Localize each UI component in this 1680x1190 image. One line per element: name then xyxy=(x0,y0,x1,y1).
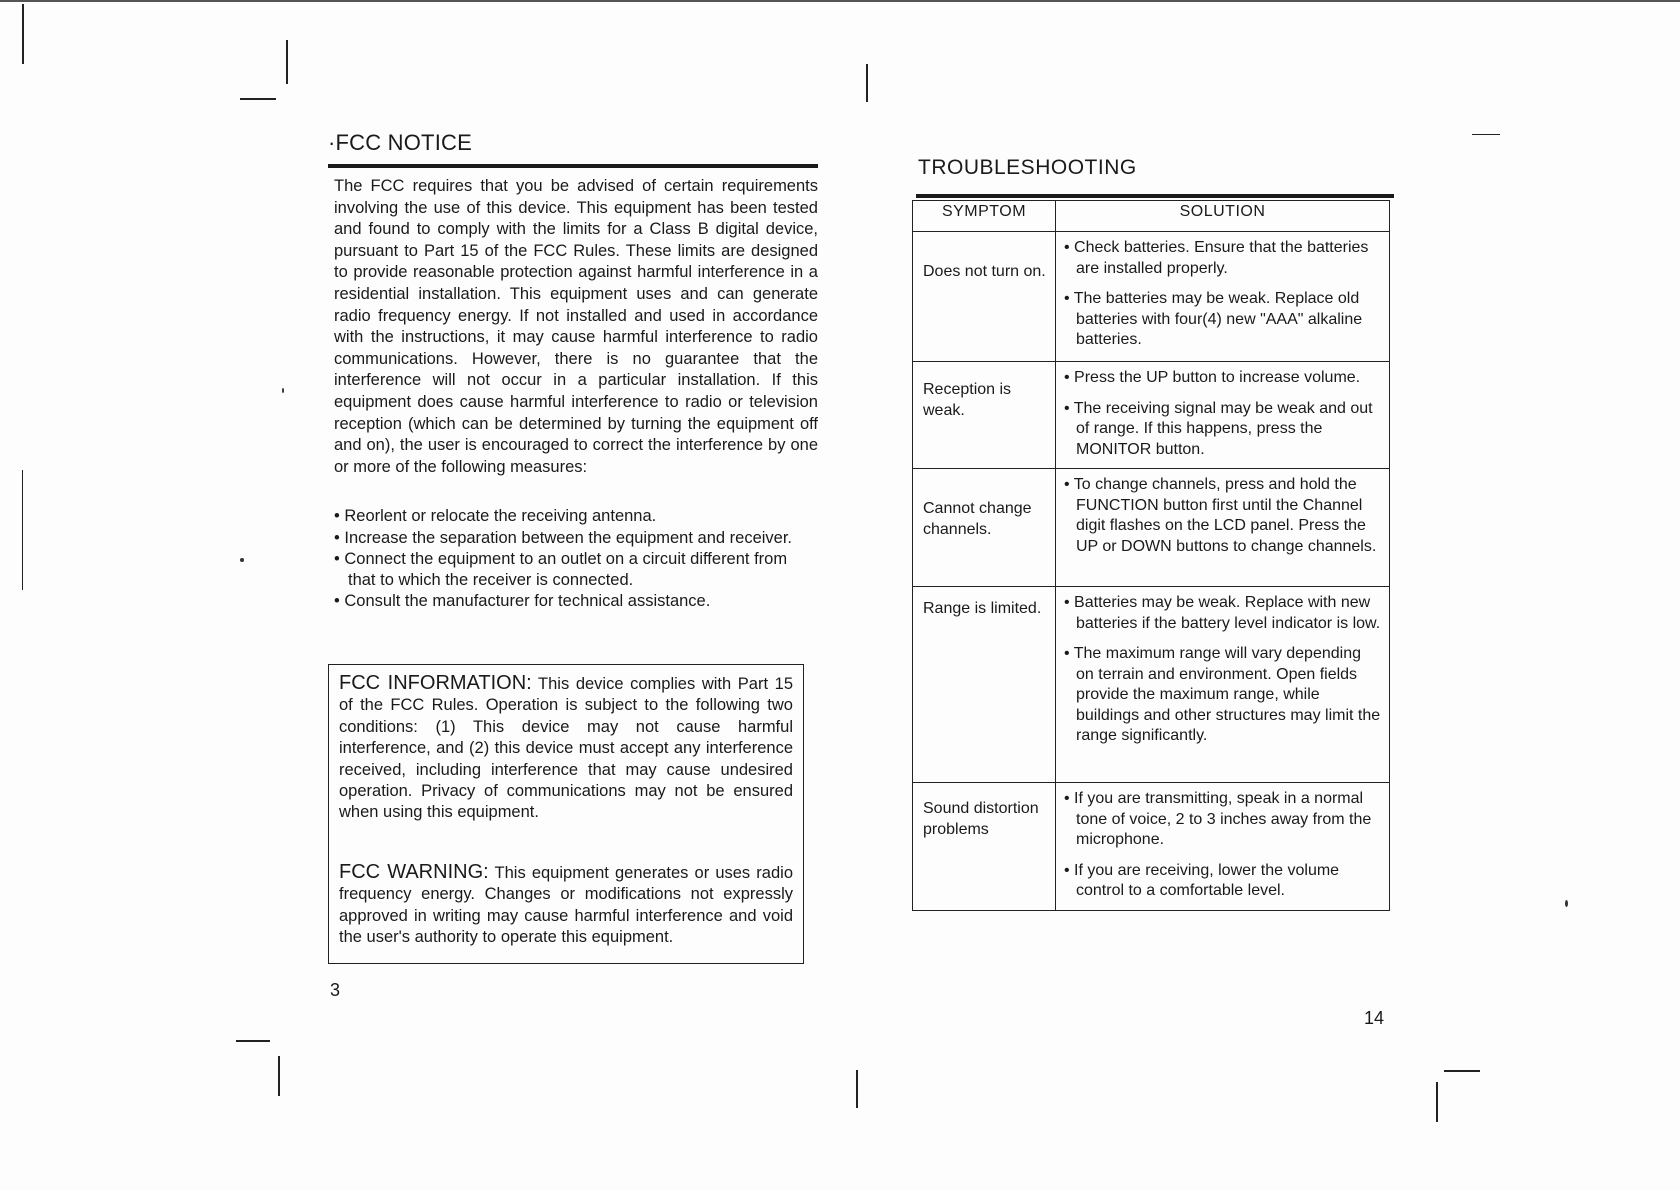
fcc-info-box xyxy=(328,664,804,964)
fcc-notice-paragraph: The FCC requires that you be advised of certain requirements involving the use of this device. This equipment has been tested and found to comply with the limits for a Class B digital device, pursuant to Part 15 of the FCC Rules. These limits are designed to provide reasonable protection against harmful interference in a residential installation. This equipment uses and can generate radio frequency energy. If not installed and used in accordance with the instructions, it may cause harmful interference to radio communications. However, there is no guarantee that the interference will not occur in a particular installation. If this equipment does cause harmful interference to radio or television reception (which can be determined by turning the equipment off and on), the user is encouraged to correct the interference by one or more of the following measures: xyxy=(334,177,818,476)
measures-list xyxy=(334,506,818,612)
fcc-warning-text: This equipment generates or uses radio frequency energy. Changes or modifications not expressly approved in writing may cause harmful interference and void the user's authority to operate this equipment. xyxy=(339,863,793,947)
scan-speck xyxy=(282,388,284,393)
scan-mark xyxy=(22,4,24,64)
solution-item: • The receiving signal may be weak and out of range. If this happens, press the MONITOR button. xyxy=(1064,399,1373,458)
scan-mark xyxy=(278,1056,280,1096)
fcc-warning-heading: FCC WARNING: xyxy=(339,860,489,883)
solution-item: • To change channels, press and hold the FUNCTION button first until the Channel digit flashes on the LCD panel. Press the UP or DOWN buttons to change channels. xyxy=(1064,476,1377,555)
solution-item: • Press the UP button to increase volume. xyxy=(1064,369,1361,386)
troubleshooting-table xyxy=(912,200,1390,911)
list-item: • Reorlent or relocate the receiving antenna. xyxy=(334,506,818,527)
symptom-cell: Cannot change channels. xyxy=(913,469,1056,587)
list-item: • Consult the manufacturer for technical assistance. xyxy=(334,591,818,612)
title-rule xyxy=(916,194,1394,198)
fcc-warning xyxy=(339,862,793,949)
list-item: • Increase the separation between the equipment and receiver. xyxy=(334,528,818,549)
solution-cell xyxy=(1056,469,1390,587)
symptom-cell: Sound distortion problems xyxy=(913,783,1056,911)
scan-mark xyxy=(236,1040,270,1042)
solution-item: • The batteries may be weak. Replace old batteries with four(4) new "AAA" alkaline batteries. xyxy=(1064,290,1363,348)
table-row xyxy=(913,587,1390,783)
solution-header: SOLUTION xyxy=(1056,201,1390,232)
table-row xyxy=(913,783,1390,911)
fcc-notice-section xyxy=(328,130,818,612)
scan-mark xyxy=(240,98,276,100)
solution-cell xyxy=(1056,783,1390,911)
page-number-right: 14 xyxy=(1364,1008,1385,1028)
symptom-cell: Does not turn on. xyxy=(913,232,1056,362)
title-rule xyxy=(328,164,818,168)
solution-item: • Batteries may be weak. Replace with new batteries if the battery level indicator is low. xyxy=(1064,594,1381,632)
solution-item: • If you are receiving, lower the volume control to a comfortable level. xyxy=(1064,861,1340,899)
solution-item: • If you are transmitting, speak in a normal tone of voice, 2 to 3 inches away from the microphone. xyxy=(1064,790,1372,848)
solution-item: • Check batteries. Ensure that the batteries are installed properly. xyxy=(1064,239,1369,277)
fcc-information-heading: FCC INFORMATION: xyxy=(339,672,532,694)
solution-item: • The maximum range will vary depending on terrain and environment. Open fields provide the maximum range, while buildings and other structures may limit the range significantly. xyxy=(1064,645,1381,744)
solution-cell xyxy=(1056,232,1390,362)
scan-mark xyxy=(856,1070,858,1108)
fcc-information xyxy=(339,673,793,824)
scan-speck xyxy=(240,558,244,562)
scan-mark xyxy=(1444,1070,1480,1072)
scan-mark xyxy=(22,470,23,590)
solution-cell xyxy=(1056,587,1390,783)
symptom-header: SYMPTOM xyxy=(913,201,1056,232)
table-header-row xyxy=(913,201,1390,232)
page-number-left: 3 xyxy=(330,980,341,1000)
solution-cell xyxy=(1056,362,1390,469)
scan-mark xyxy=(866,64,868,102)
fcc-information-text: This device complies with Part 15 of the FCC Rules. Operation is subject to the following two conditions: (1) This device may not cause harmful interference, and (2) this device must accept any interference received, including interference that may cause undesired operation. Privacy of communications may not be ensured when using this equipment. xyxy=(339,675,793,822)
fcc-notice-title: ·FCC NOTICE xyxy=(328,130,472,155)
troubleshooting-title: TROUBLESHOOTING xyxy=(918,156,1137,179)
scan-top-edge xyxy=(0,0,1680,2)
table-row xyxy=(913,232,1390,362)
scan-mark xyxy=(1472,134,1500,135)
list-item: • Connect the equipment to an outlet on a circuit different from that to which the receiver is connected. xyxy=(334,549,818,591)
symptom-cell: Range is limited. xyxy=(913,587,1056,783)
table-row xyxy=(913,469,1390,587)
scan-mark xyxy=(1436,1082,1438,1122)
symptom-cell: Reception is weak. xyxy=(913,362,1056,469)
scan-speck xyxy=(1565,900,1568,907)
scan-mark xyxy=(286,40,288,84)
table-row xyxy=(913,362,1390,469)
